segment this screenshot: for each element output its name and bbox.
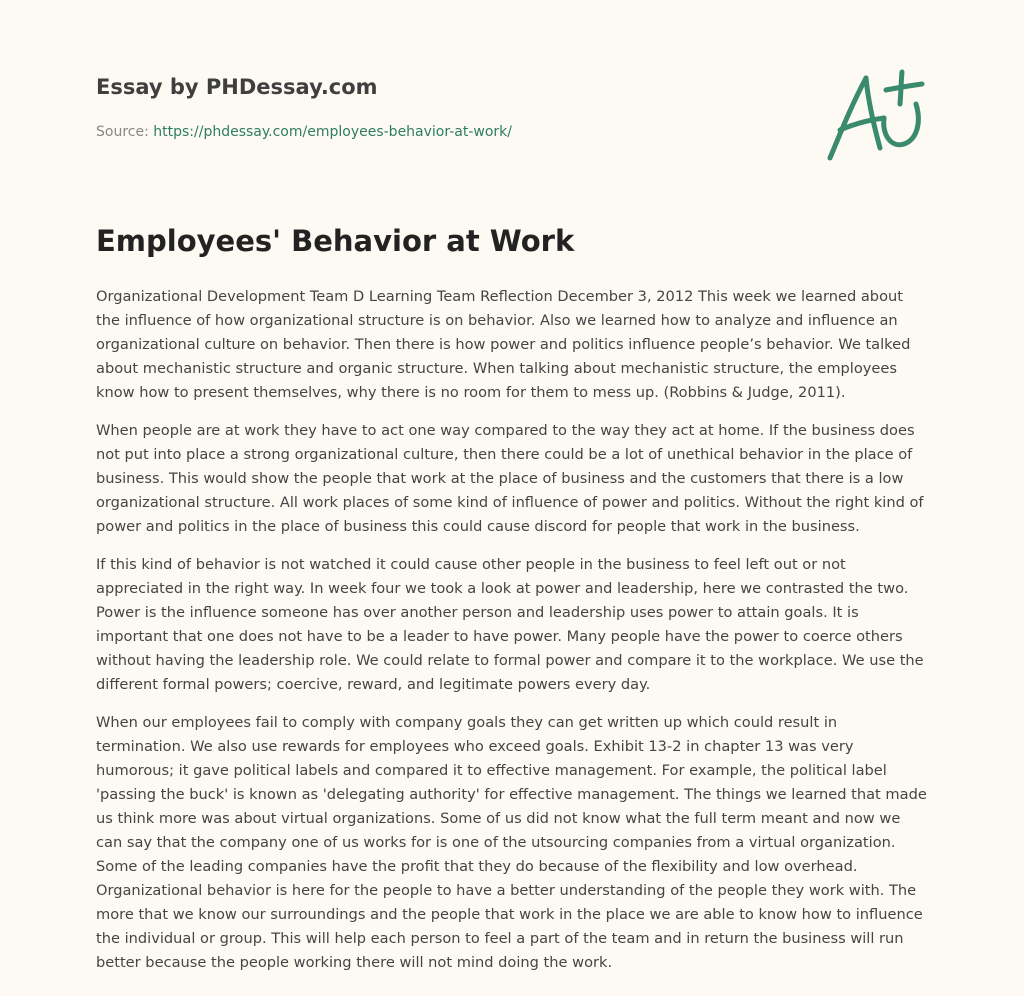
- paragraph: When our employees fail to comply with company goals they can get written up which could result in termination. We also use rewards for employees who exceed goals. Exhibit 13-2 in chapter 13 was very humorous; it gave political labels and compared it to effective management. For example, the political label 'passing the buck' is known as 'delegating authority' for effective management. The things we learned that made us think more was about virtual organizations. Some of us did not know what the full term meant and now we can say that the company one of us works for is one of the utsourcing companies from a virtual organization. Some of the leading companies have the profit that they do because of the flexibility and low overhead. Organizational behavior is here for the people to have a better understanding of the people they work with. The more that we know our surroundings and the people that work in the place we are able to know how to influence the individual or group. This will help each person to feel a part of the team and in return the business will run better because the people working there will not mind doing the work.: [96, 714, 927, 971]
- source-line: [96, 124, 512, 140]
- paragraph: When people are at work they have to act one way compared to the way they act at home. If the business does not put into place a strong organizational culture, then there could be a lot of unethical behavior in the place of business. This would show the people that work at the place of business and the customers that there is a low organizational structure. All work places of some kind of influence of power and politics. Without the right kind of power and politics in the place of business this could cause discord for people that work in the business.: [96, 422, 924, 535]
- source-link[interactable]: https://phdessay.com/employees-behavior-at-work/: [153, 124, 513, 140]
- a-plus-logo-icon: [818, 64, 930, 168]
- site-title: Essay by PHDessay.com: [96, 75, 378, 99]
- source-label: Source:: [96, 124, 154, 140]
- paragraph: If this kind of behavior is not watched it could cause other people in the business to feel left out or not appreciated in the right way. In week four we took a look at power and leadership, here we contrasted the two. Power is the influence someone has over another person and leadership uses power to attain goals. It is important that one does not have to be a leader to have power. Many people have the power to coerce others without having the leadership role. We could relate to formal power and compare it to the workplace. We use the different formal powers; coercive, reward, and legitimate powers every day.: [96, 556, 924, 693]
- essay-body: [96, 285, 930, 989]
- paragraph: Organizational Development Team D Learning Team Reflection December 3, 2012 This week we learned about the influence of how organizational structure is on behavior. Also we learned how to analyze and influence an organizational culture on behavior. Then there is how power and politics influence people’s behavior. We talked about mechanistic structure and organic structure. When talking about mechanistic structure, the employees know how to present themselves, why there is no room for them to mess up. (Robbins & Judge, 2011).: [96, 288, 911, 401]
- page-title: Employees' Behavior at Work: [96, 224, 575, 258]
